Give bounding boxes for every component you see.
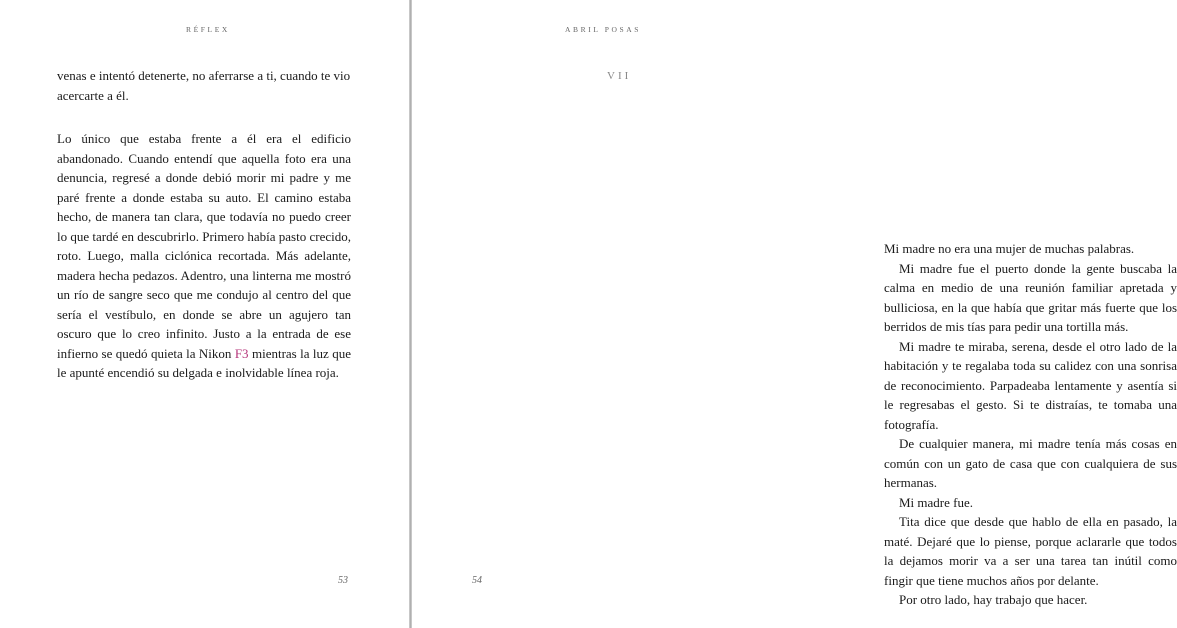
chapter-number: VII: [607, 70, 632, 82]
paragraph: Mi madre fue el puerto donde la gente buscaba la calma en medio de una reunión familiar apretada y bulliciosa, en la que había que gritar más fuerte que los berridos de mis tías para pedir una tortilla más.: [884, 260, 1177, 334]
paragraph: Mi madre fue.: [899, 494, 974, 510]
text-line: acercarte a él.: [57, 87, 129, 103]
camera-model-mark: F3: [234, 345, 249, 361]
chapter-body: [884, 239, 1177, 610]
paragraph: Mi madre te miraba, serena, desde el otro lado de la habitación y te regalaba toda su calidez con una sonrisa de reconocimiento. Parpadeaba lentamente y asentía si le regresabas el gesto. Si te distraías, te tomaba una fotografía.: [884, 338, 1177, 432]
running-head-title: RÉFLEX: [186, 25, 230, 34]
paragraph: De cualquier manera, mi madre tenía más cosas en común con un gato de casa que con cualquiera de sus hermanas.: [884, 436, 1177, 490]
paragraph: Tita dice que desde que hablo de ella en pasado, la maté. Dejaré que lo piense, porque aclararle que todos la dejamos morir va a ser una tarea tan inútil como fingir que tiene muchos años por delante.: [884, 514, 1177, 588]
right-page: [412, 0, 1177, 628]
continuation-text: [57, 66, 351, 105]
page-number: 54: [472, 575, 482, 586]
paragraph: Por otro lado, hay trabajo que hacer.: [899, 592, 1088, 607]
paragraph-text: [57, 129, 351, 383]
left-page: [0, 0, 409, 628]
page-number: 53: [338, 575, 348, 586]
paragraph: Mi madre no era una mujer de muchas palabras.: [884, 241, 1135, 256]
paragraph-part: mientras la luz que le apunté encendió su delgada e inolvidable línea roja.: [57, 345, 351, 380]
paragraph: [57, 129, 351, 383]
running-head-author: ABRIL POSAS: [565, 25, 642, 34]
text-line: venas e intentó detenerte, no aferrarse a ti, cuando te vio: [57, 68, 351, 83]
paragraph-part: Lo único que estaba frente a él era el edificio abandonado. Cuando entendí que aquella foto era una denuncia, regresé a donde debió morir mi padre y me paré frente a donde estaba su auto. El camino estaba hecho, de manera tan clara, que todavía no puedo creer lo que tardé en descubrirlo. Primero había pasto crecido, roto. Luego, malla ciclónica recortada. Más adelante, madera hecha pedazos. Adentro, una linterna me mostró un río de sangre seco que me condujo al centro del que sería el vestíbulo, en donde se abre un agujero tan oscuro que lo creo infinito. Justo a la entrada de ese infierno se quedó quieta la Nikon: [57, 131, 351, 361]
